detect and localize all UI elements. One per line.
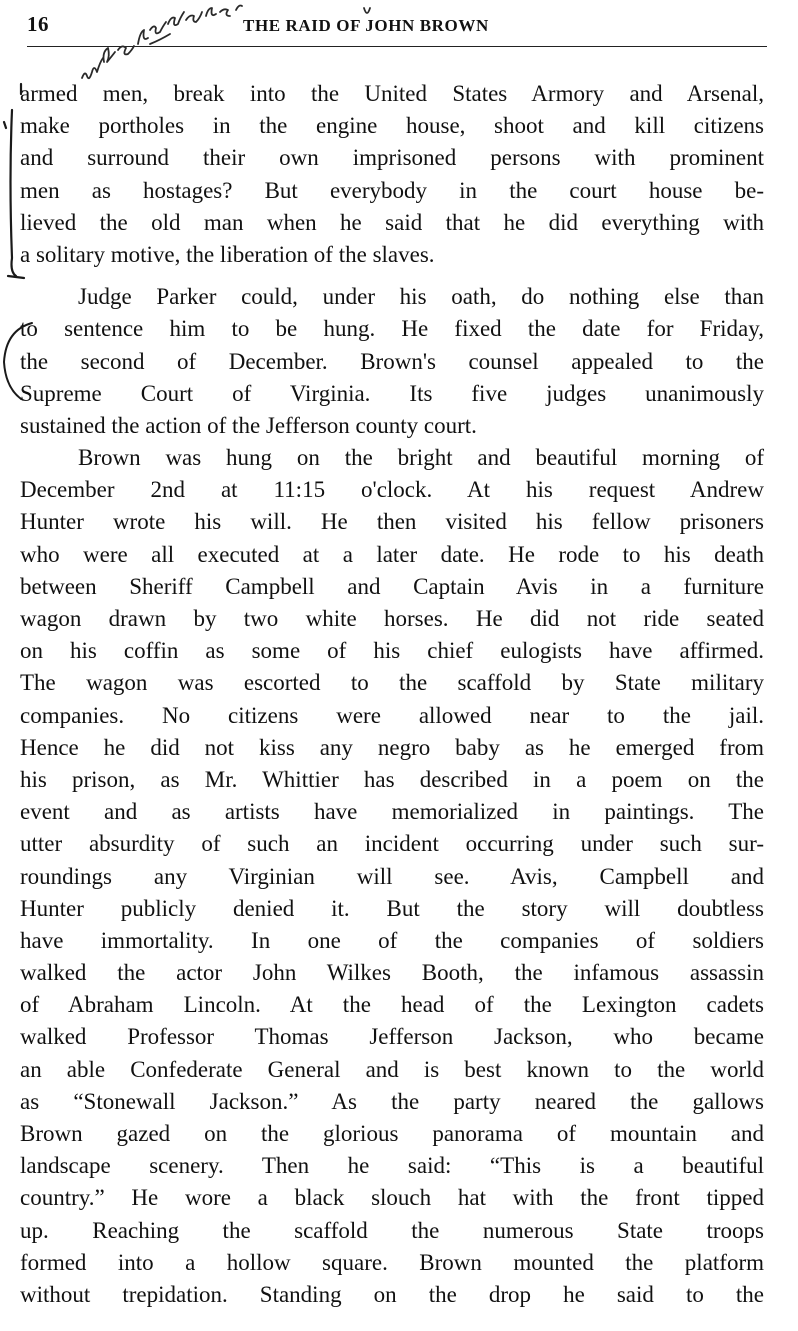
text-line: Brown gazed on the glorious panorama of mountain and — [20, 1121, 764, 1146]
text-line: armed men, break into the United States Armory and Arsenal, — [20, 81, 764, 106]
text-line: and surround their own imprisoned persons with prominent — [20, 145, 764, 171]
paragraph-gap — [20, 271, 764, 281]
text-line: lieved the old man when he said that he did everything with — [20, 209, 764, 235]
text-line: his prison, as Mr. Whittier has described in a poem on the — [20, 766, 764, 792]
paragraph-2 — [20, 281, 764, 442]
body-text — [20, 78, 764, 1311]
text-line: have immortality. In one of the companies of soldiers — [20, 927, 764, 953]
running-title: THE RAID OF JOHN BROWN — [243, 16, 489, 35]
text-line: wagon drawn by two white horses. He did not ride seated — [20, 606, 764, 631]
text-line: landscape scenery. Then he said: “This is a beautiful — [20, 1153, 764, 1179]
text-line: an able Confederate General and is best known to the world — [20, 1056, 764, 1082]
text-line: Judge Parker could, under his oath, do nothing else than — [78, 284, 764, 310]
text-line: make portholes in the engine house, shoot and kill citizens — [20, 113, 764, 139]
page-number: 16 — [27, 12, 49, 36]
text-line: men as hostages? But everybody in the court house be- — [20, 177, 764, 203]
paragraph-1 — [20, 78, 764, 271]
text-line: The wagon was escorted to the scaffold by State military — [20, 670, 764, 696]
text-line: companies. No citizens were allowed near to the jail. — [20, 702, 764, 728]
text-line: the second of December. Brown's counsel appealed to the — [20, 348, 764, 374]
text-line: event and as artists have memorialized in paintings. The — [20, 799, 764, 825]
text-line: country.” He wore a black slouch hat with the front tipped — [20, 1185, 764, 1211]
text-line: roundings any Virginian will see. Avis, Campbell and — [20, 863, 764, 889]
text-line: on his coffin as some of his chief eulogists have affirmed. — [20, 638, 764, 664]
text-line: between Sheriff Campbell and Captain Avis in a furniture — [20, 573, 764, 599]
text-line: walked Professor Thomas Jefferson Jackson, who became — [20, 1024, 764, 1050]
text-line: Hence he did not kiss any negro baby as he emerged from — [20, 734, 764, 760]
text-line: up. Reaching the scaffold the numerous State troops — [20, 1217, 764, 1243]
text-line: as “Stonewall Jackson.” As the party neared the gallows — [20, 1088, 764, 1114]
text-line: Brown was hung on the bright and beautiful morning of — [78, 445, 764, 471]
text-line: of Abraham Lincoln. At the head of the Lexington cadets — [20, 992, 764, 1018]
text-line: Hunter wrote his will. He then visited his fellow prisoners — [20, 509, 764, 535]
text-line: Hunter publicly denied it. But the story will doubtless — [20, 895, 764, 921]
text-line: Supreme Court of Virginia. Its five judges unanimously — [20, 380, 764, 406]
paragraph-3 — [20, 442, 764, 1311]
text-line: who were all executed at a later date. He rode to his death — [20, 541, 764, 567]
text-line: utter absurdity of such an incident occurring under such sur- — [20, 831, 764, 857]
text-line: a solitary motive, the liberation of the slaves. — [20, 241, 435, 267]
text-line: December 2nd at 11:15 o'clock. At his request Andrew — [20, 477, 764, 503]
text-line: sustained the action of the Jefferson county court. — [20, 412, 477, 438]
text-line: formed into a hollow square. Brown mounted the platform — [20, 1249, 764, 1275]
text-line: without trepidation. Standing on the drop he said to the — [20, 1281, 764, 1307]
text-line: to sentence him to be hung. He fixed the date for Friday, — [20, 316, 764, 342]
header-rule — [27, 46, 767, 47]
text-line: walked the actor John Wilkes Booth, the infamous assassin — [20, 960, 764, 986]
